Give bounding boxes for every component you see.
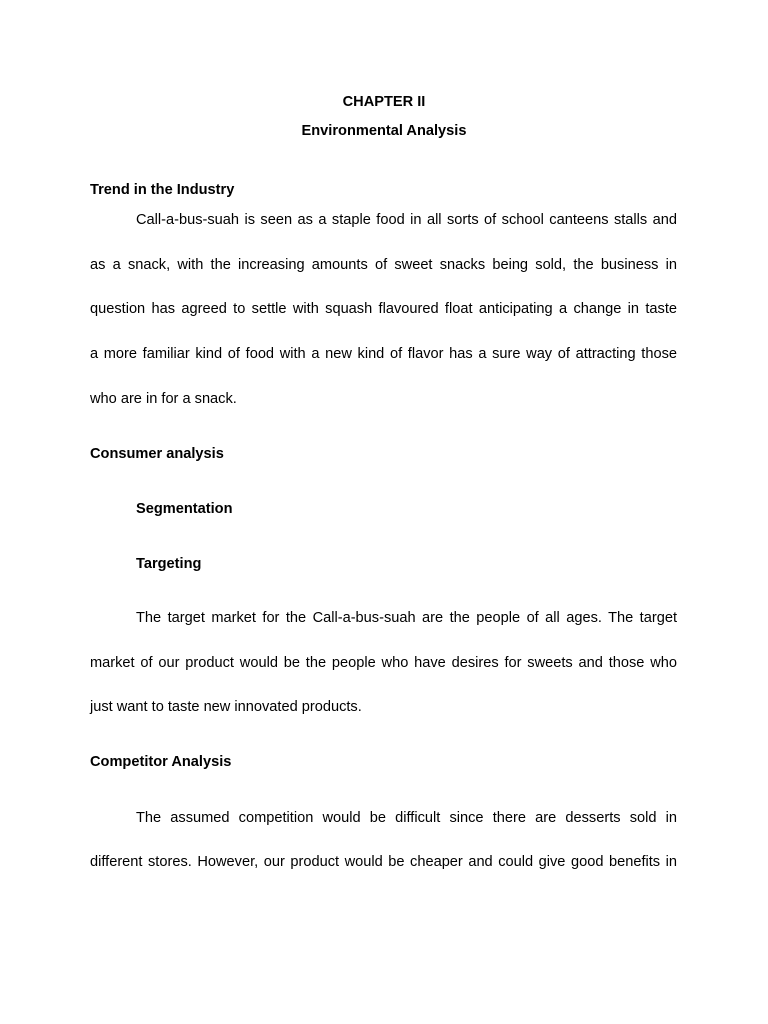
paragraph-line: as a snack, with the increasing amounts of sweet snacks being sold, the business in — [90, 257, 677, 273]
section-heading-trend: Trend in the Industry — [90, 182, 235, 198]
paragraph-line: Call-a-bus-suah is seen as a staple food in all sorts of school canteens stalls and — [136, 212, 677, 228]
paragraph-line: market of our product would be the people who have desires for sweets and those who — [90, 655, 677, 671]
subheading-segmentation: Segmentation — [136, 501, 233, 517]
paragraph-line: The assumed competition would be difficult since there are desserts sold in — [136, 810, 677, 826]
chapter-number: CHAPTER II — [342, 94, 426, 110]
section-heading-competitor: Competitor Analysis — [90, 754, 232, 770]
chapter-title: Environmental Analysis — [301, 123, 467, 139]
paragraph-line: The target market for the Call-a-bus-suah are the people of all ages. The target — [136, 610, 677, 626]
paragraph-line: who are in for a snack. — [90, 391, 237, 407]
paragraph-line: a more familiar kind of food with a new kind of flavor has a sure way of attracting those — [90, 346, 677, 362]
paragraph-line: just want to taste new innovated products. — [90, 699, 362, 715]
paragraph-line: question has agreed to settle with squash flavoured float anticipating a change in taste — [90, 301, 677, 317]
paragraph-line: different stores. However, our product would be cheaper and could give good benefits in — [90, 854, 677, 870]
section-heading-consumer: Consumer analysis — [90, 446, 224, 462]
subheading-targeting: Targeting — [136, 556, 202, 572]
